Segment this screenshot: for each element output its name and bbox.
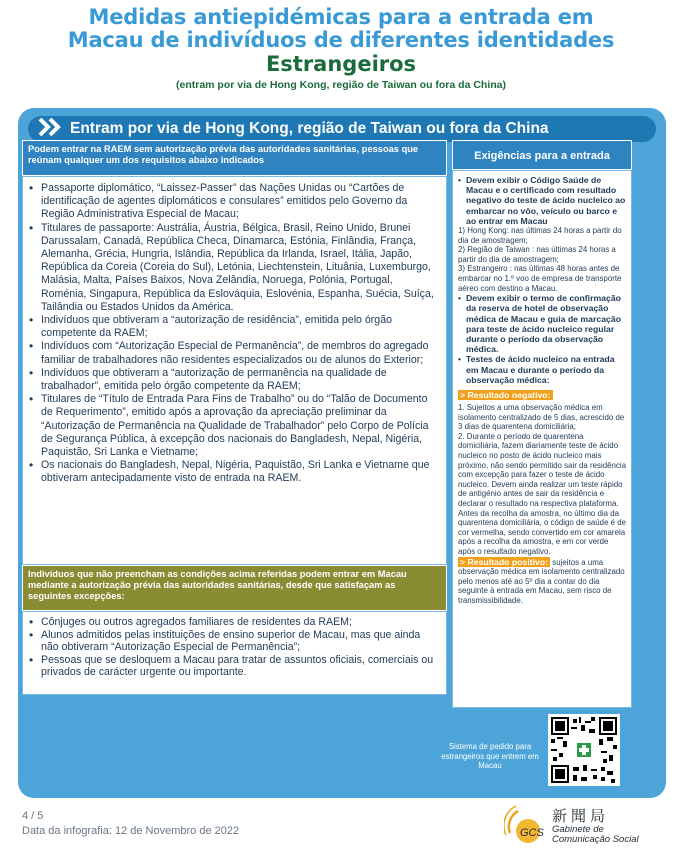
- list-item: • Titulares de passaporte: Austrália, Áustria, Bélgica, Brasil, Reino Unido, Brunei Darussalam, Canadá, República Checa, Dinamarca, Estónia, Finlândia, França, Alemanha, Grécia, Hungria, Islândia, República da Irlanda, Israel, Itália, Japão, República da Coreia (Coreia do Sul), Letónia, Liechtenstein, Lituânia, Luxemburgo, Malásia, Malta, Países Baixos, Nova Zelândia, Noruega, Polónia, Portugal, Roménia, Singapura, República da Eslováquia, Eslovénia, Espanha, Suécia, Suíça, Tailândia ou Estados Unidos da América.: [29, 222, 438, 314]
- negative-result-tag: > Resultado negativo:: [460, 390, 551, 400]
- negative-note-2: 2. Durante o período de quarentena domiciliária, fazem diariamente teste de ácido nucleico no posto de ácido nucleico mais próximo, não sendo permitido sair da residência com excepção para fazer o teste de ácido nucleico. Devem ainda realizar um teste rápido de antigénio antes de sair da residência e declarar o resultado na respectiva plataforma. Antes da recolha da amostra, no último dia da quarentena domiciliária, o código de saúde é de cor vermelha, sendo convertido em cor amarela após a recolha da amostra, e em cor verde após o resultado negativo.: [458, 431, 627, 556]
- infographic-date: Data da infografia: 12 de Novembro de 2022: [22, 825, 240, 837]
- gcs-logo: [504, 803, 674, 849]
- eligibility-list: [29, 182, 438, 486]
- requirement-hotel: • Devem exibir o termo de confirmação da reserva de hotel de observação médica de Macau e guia de marcação para teste de ácido nucleico regular durante o período da observação médica.: [458, 293, 626, 354]
- positive-result-tag: > Resultado positivo:: [460, 556, 549, 567]
- qr-caption: Sistema de pedido para estrangeiros que entrem em Macau: [441, 742, 539, 770]
- list-item: • Alunos admitidos pelas instituições de ensino superior de Macau, mas que ainda não obtiveram “Autorização Especial de Permanência”;: [29, 629, 438, 654]
- list-item: • Indivíduos que obtiveram a “autorização de residência”, emitida pelo órgão competente da RAEM;: [29, 314, 438, 340]
- eligibility-header: Podem entrar na RAEM sem autorização prévia das autoridades sanitárias, pessoas que reúnam qualquer um dos requisitos abaixo indicados: [22, 140, 447, 176]
- list-item: • Titulares de “Título de Entrada Para Fins de Trabalho” ou do “Talão de Documento de Requerimento”, emitido após a aprovação da apreciação preliminar da “Autorização de Permanência na Qualidade de Trabalhador” pelo Corpo de Polícia de Segurança Pública, à excepção dos nacionais do Bangladesh, Nepal, Nigéria, Paquistão, Sri Lanka e Vietname;: [29, 393, 438, 459]
- list-item: • Indivíduos que obtiveram a “autorização de permanência na qualidade de trabalhador”, emitida pelo órgão competente da RAEM;: [29, 367, 438, 393]
- list-item: • Os nacionais do Bangladesh, Nepal, Nigéria, Paquistão, Sri Lanka e Vietname que obtiveram antecipadamente visto de entrada na RAEM.: [29, 459, 438, 485]
- page-subtitle: Estrangeiros: [265, 52, 417, 76]
- qr-area: [440, 714, 630, 794]
- requirements-column: [452, 140, 632, 716]
- requirements-header: Exigências para a entrada: [452, 140, 632, 170]
- eligibility-column: [22, 140, 447, 690]
- section-banner: [28, 116, 656, 142]
- requirement-note: 1) Hong Kong: nas últimas 24 horas a partir do dia de amostragem;: [458, 226, 622, 245]
- gcs-logo-icon: [504, 803, 548, 847]
- positive-result-text: sujeitos a uma observação médica em isolamento centralizado pelo menos até ao 5º dia a contar do dia seguinte à entrada em Macau, sem risco de transmissibilidade.: [458, 557, 625, 605]
- requirement-tests: • Testes de ácido nucleico na entrada em Macau e durante o período da observação médica:: [458, 354, 626, 385]
- list-item: • Cônjuges ou outros agregados familiares de residentes da RAEM;: [29, 616, 438, 629]
- page-title-line1: Medidas antiepidémicas para a entrada em: [88, 5, 594, 29]
- requirement-note: 3) Estrangeiro : nas últimas 48 horas antes de embarcar no 1.º voo de empresa de transporte aéreo com destino a Macau.: [458, 264, 622, 293]
- exception-list: [29, 616, 438, 679]
- list-item: • Passaporte diplomático, “Laissez-Passer” das Nações Unidas ou “Cartões de identificação de agentes diplomáticos e consulares” emitidos pelo Governo da Região Administrativa Especial de Macau;: [29, 182, 438, 222]
- title-block: [0, 6, 682, 92]
- page-number: 4 / 5: [22, 810, 44, 822]
- positive-result: [458, 557, 626, 606]
- page-title-line2: Macau de indivíduos de diferentes identidades: [67, 28, 615, 52]
- list-item: • Indivíduos com “Autorização Especial de Permanência”, de membros do agregado familiar de trabalhadores não residentes especializados ou de alunos do Exterior;: [29, 340, 438, 366]
- logo-chinese: 新聞局: [552, 807, 610, 825]
- list-item: • Pessoas que se desloquem a Macau para tratar de assuntos oficiais, comerciais ou privados de carácter urgente ou importante.: [29, 654, 438, 679]
- requirement-health-code: • Devem exibir o Código Saúde de Macau e o certificado com resultado negativo do teste de ácido nucleico ao embarcar no vôo, veículo ou barco e ao entrar em Macau: [458, 175, 626, 226]
- eligibility-list-box: [22, 176, 447, 565]
- logo-line1: Gabinete de: [552, 824, 604, 835]
- qr-code-icon[interactable]: [548, 714, 620, 786]
- page-note: (entram por via de Hong Kong, região de Taiwan ou fora da China): [175, 79, 506, 91]
- svg-text:GCS: GCS: [520, 827, 544, 839]
- exception-list-box: [22, 611, 447, 695]
- negative-note-1: 1. Sujeitos a uma observação médica em isolamento centralizado de 5 dias, acrescido de 3 dias de quarentena domiciliária;: [458, 403, 625, 432]
- requirement-note: 2) Região de Taiwan : nas últimas 24 horas a partir do dia de amostragem;: [458, 245, 616, 264]
- banner-title: Entram por via de Hong Kong, região de Taiwan ou fora da China: [70, 120, 549, 137]
- exception-header: Indivíduos que não preencham as condições acima referidas podem entrar em Macau mediante a autorização prévia das autoridades sanitárias, desde que satisfaçam as seguintes excepções:: [22, 565, 447, 611]
- requirements-box: [452, 170, 632, 708]
- double-chevron-right-icon: [38, 117, 62, 141]
- logo-portuguese: [552, 825, 639, 845]
- logo-line2: Comunicação Social: [552, 834, 639, 845]
